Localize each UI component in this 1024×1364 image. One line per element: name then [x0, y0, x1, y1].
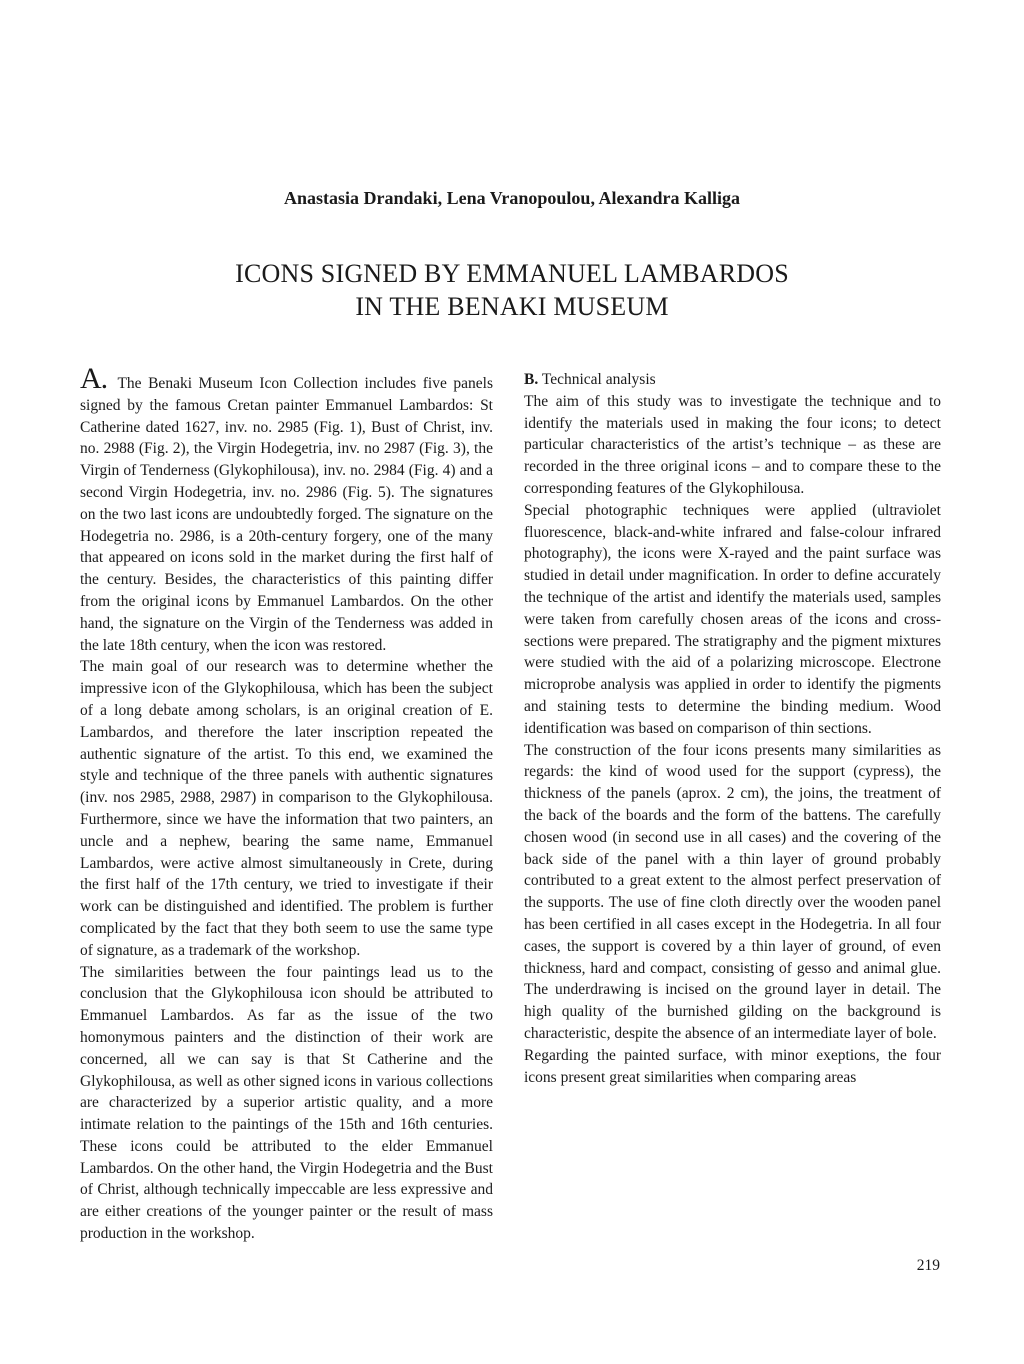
- section-b-heading: [524, 369, 941, 391]
- authors: Anastasia Drandaki, Lena Vranopoulou, Alexandra Kalliga: [284, 188, 740, 208]
- section-b-heading-text: Technical analysis: [541, 371, 656, 388]
- section-a-paragraph-1-text: The Benaki Museum Icon Collection includes five panels signed by the famous Cretan painter Emmanuel Lambardos: St Catherine dated 1627, inv. no. 2985 (Fig. 1), Bust of Christ, inv. no. 2988 (Fig. 2), the Virgin Hodegetria, inv. no 2987 (Fig. 3), the Virgin of Tenderness (Glykophilousa), inv. no. 2984 (Fig. 4) and a second Virgin Hodegetria, inv. no. 2986 (Fig. 5). The signatures on the two last icons are undoubtedly forged. The signature on the Hodegetria no. 2986, is a 20th-century forgery, one of the many that appeared on icons sold in the market during the first half of the century. Besides, the characteristics of this painting differ from the original icons by Emmanuel Lambardos. On the other hand, the signature on the Virgin of the Tenderness was added in the late 18th century, when the icon was restored.: [80, 375, 493, 654]
- section-a-label: A.: [80, 362, 108, 395]
- section-b-paragraph-4: Regarding the painted surface, with minor exeptions, the four icons present great similarities when comparing areas: [524, 1046, 941, 1086]
- section-a-paragraph-3: The similarities between the four paintings lead us to the conclusion that the Glykophilousa icon should be attributed to Emmanuel Lambardos. As far as the issue of the two homonymous painters and the distinction of their work are concerned, all we can say is that St Catherine and the Glykophilousa, as well as other signed icons in various collections are characterized by a superior artistic quality, and a more intimate relation to the paintings of the 15th and 16th centuries. These icons could be attributed to the elder Emmanuel Lambardos. On the other hand, the Virgin Hodegetria and the Bust of Christ, although technically impeccable are less expressive and are either creations of the younger painter or the result of mass production in the workshop.: [80, 963, 493, 1243]
- title-line-2: IN THE BENAKI MUSEUM: [355, 292, 669, 321]
- right-column: [524, 369, 941, 1088]
- section-b-paragraph-1: The aim of this study was to investigate the technique and to identify the materials used in making the four icons; to detect particular characteristics of the artist’s technique – as these are recorded in the three original icons – and to compare these to the corresponding features of the Glykophilousa.: [524, 392, 941, 497]
- section-a-paragraph-1: [80, 362, 493, 656]
- section-a-paragraph-2: The main goal of our research was to determine whether the impressive icon of the Glykophilousa, which has been the subject of a long debate among scholars, is an original creation of E. Lambardos, and therefore the later inscription repeated the authentic signature of the artist. To this end, we examined the style and technique of the three panels with authentic signatures (inv. nos 2985, 2988, 2987) in comparison to the Glykophilousa. Furthermore, since we have the information that two painters, an uncle and a nephew, bearing the same name, Emmanuel Lambardos, were active almost simultaneously in Crete, during the first half of the 17th century, we tried to investigate if their work can be distinguished and identified. The problem is further complicated by the fact that they both seem to use the same type of signature, as a trademark of the workshop.: [80, 658, 493, 959]
- section-b-paragraph-3: The construction of the four icons presents many similarities as regards: the kind of wood used for the support (cypress), the thickness of the panels (aprox. 2 cm), the joins, the treatment of the back of the boards and the form of the battens. The carefully chosen wood (in second use in all cases) and the covering of the back side of the panel with a thin layer of ground probably contributed to a great extent to the almost perfect preservation of the supports. The use of fine cloth directly over the wooden panel has been certified in all cases except in the Hodegetria. In all four cases, the support is covered by a thin layer of ground, of even thickness, hard and compact, consisting of gesso and animal glue. The underdrawing is incised on the ground layer in detail. The high quality of the burnished gilding on the background is characteristic, despite the absence of an intermediate layer of bole.: [524, 741, 941, 1042]
- section-b-label: B.: [524, 371, 539, 388]
- page-number: 219: [916, 1257, 940, 1274]
- left-column: [80, 362, 493, 1245]
- title-line-1: ICONS SIGNED BY EMMANUEL LAMBARDOS: [235, 259, 789, 288]
- section-b-paragraph-2: Special photographic techniques were applied (ultraviolet fluorescence, black-and-white infrared and false-colour infrared photography), the icons were X-rayed and the paint surface was studied in detail under magnification. In order to define accurately the technique of the artist and identify the materials used, samples were taken from carefully chosen areas of the icons and cross-sections were prepared. The stratigraphy and the pigment mixtures were studied with the aid of a polarizing microscope. Electrone microprobe analysis was applied in order to identify the pigments and staining tests to determine the binding medium. Wood identification was based on comparison of thin sections.: [524, 501, 941, 737]
- article-title: [0, 257, 1024, 323]
